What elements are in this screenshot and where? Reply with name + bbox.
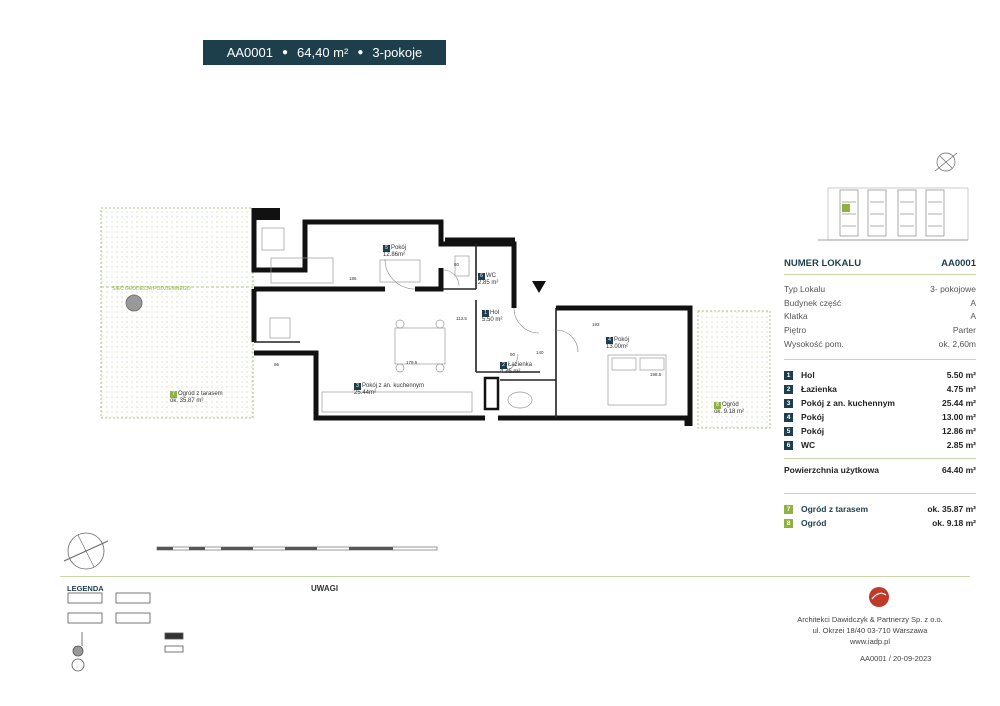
garden-row: 8 Ogród ok. 9.18 m² <box>784 516 976 530</box>
room-row: 4 Pokój 13.00 m² <box>784 410 976 424</box>
info-row: Klatka A <box>784 311 976 322</box>
info-row: Typ Lokalu 3- pokojowe <box>784 283 976 294</box>
banner-area: 64,40 m² <box>297 45 349 60</box>
notes-title: UWAGI <box>311 584 339 593</box>
dimension-label: 113.5 <box>456 316 467 321</box>
company-name: Architekci Dawidczyk & Partnerzy Sp. z o.o. <box>797 615 943 624</box>
info-row: Budynek część A <box>784 297 976 308</box>
plan-room-label: 3 Pokój z an. kuchennym 25.44m² <box>354 383 425 396</box>
room-row: 6 WC 2.85 m² <box>784 438 976 452</box>
plan-garden-label: 7 Ogród z tarasem ok. 35.87 m² <box>170 391 223 404</box>
room-row: 5 Pokój 12.86 m² <box>784 424 976 438</box>
plan-room-label: 5 Pokój 12.86m² <box>383 245 407 258</box>
banner-code: AA0001 <box>226 45 273 60</box>
dimension-label: 179.5 <box>406 360 418 365</box>
footer-divider <box>60 576 970 577</box>
dimension-label: 193 <box>592 322 600 327</box>
legend-symbols <box>68 593 183 671</box>
dimension-label: 80 <box>454 262 460 267</box>
banner-rooms: 3-pokoje <box>372 45 423 60</box>
room-row: 3 Pokój z an. kuchennym 25.44 m² <box>784 396 976 410</box>
north-arrow-icon <box>64 533 108 569</box>
dimension-label: 96 <box>274 362 280 367</box>
entrance-arrow-icon <box>532 281 546 293</box>
info-row: Wysokość pom. ok. 2,60m <box>784 338 976 349</box>
column <box>485 378 498 409</box>
room-row: 1 Hol 5.50 m² <box>784 368 976 382</box>
room-row: 2 Łazienka 4.75 m² <box>784 382 976 396</box>
garden-row: 7 Ogród z tarasem ok. 35.87 m² <box>784 502 976 516</box>
bullet-icon: ● <box>281 47 289 58</box>
plan-room-label: 2 Łazienka 4.75 m² <box>500 362 533 375</box>
plan-garden-label: 8 Ogród ok. 9.18 m² <box>714 402 745 415</box>
plan-room-label: 6 WC 2.85 m² <box>478 273 499 286</box>
plan-room-label: 4 Pokój 13.00m² <box>606 337 630 350</box>
info-row: Piętro Parter <box>784 324 976 335</box>
bullet-icon: ● <box>357 47 364 58</box>
info-header: NUMER LOKALU AA0001 <box>784 258 976 275</box>
garden-left <box>101 208 253 418</box>
utility-marker-icon <box>126 295 142 311</box>
legend-title: LEGENDA <box>67 584 104 593</box>
utility-label: SIEĆ GEODEZJA PODZIEMNEGO <box>112 286 191 292</box>
company-info <box>770 614 970 647</box>
plan-room-label: 1 Hol 5.50 m² <box>482 310 503 323</box>
scale-bar <box>157 547 437 550</box>
compass-icon <box>935 153 957 171</box>
dimension-label: 90 <box>510 352 516 357</box>
company-logo-icon <box>869 587 889 607</box>
site-map <box>818 188 968 240</box>
document-code: AA0001 / 20-09-2023 <box>860 654 932 663</box>
dimension-label: 186 <box>349 276 357 281</box>
company-address: ul. Okrzei 18/40 03-710 Warszawa <box>812 626 928 635</box>
total-area-row: Powierzchnia użytkowa 64.40 m² <box>784 458 976 477</box>
company-website: www.iadp.pl <box>849 637 891 646</box>
dimension-label: 140 <box>536 350 544 355</box>
unit-info-panel <box>784 258 976 530</box>
dimension-label: 198.5 <box>650 372 662 377</box>
wall-block <box>254 208 280 220</box>
